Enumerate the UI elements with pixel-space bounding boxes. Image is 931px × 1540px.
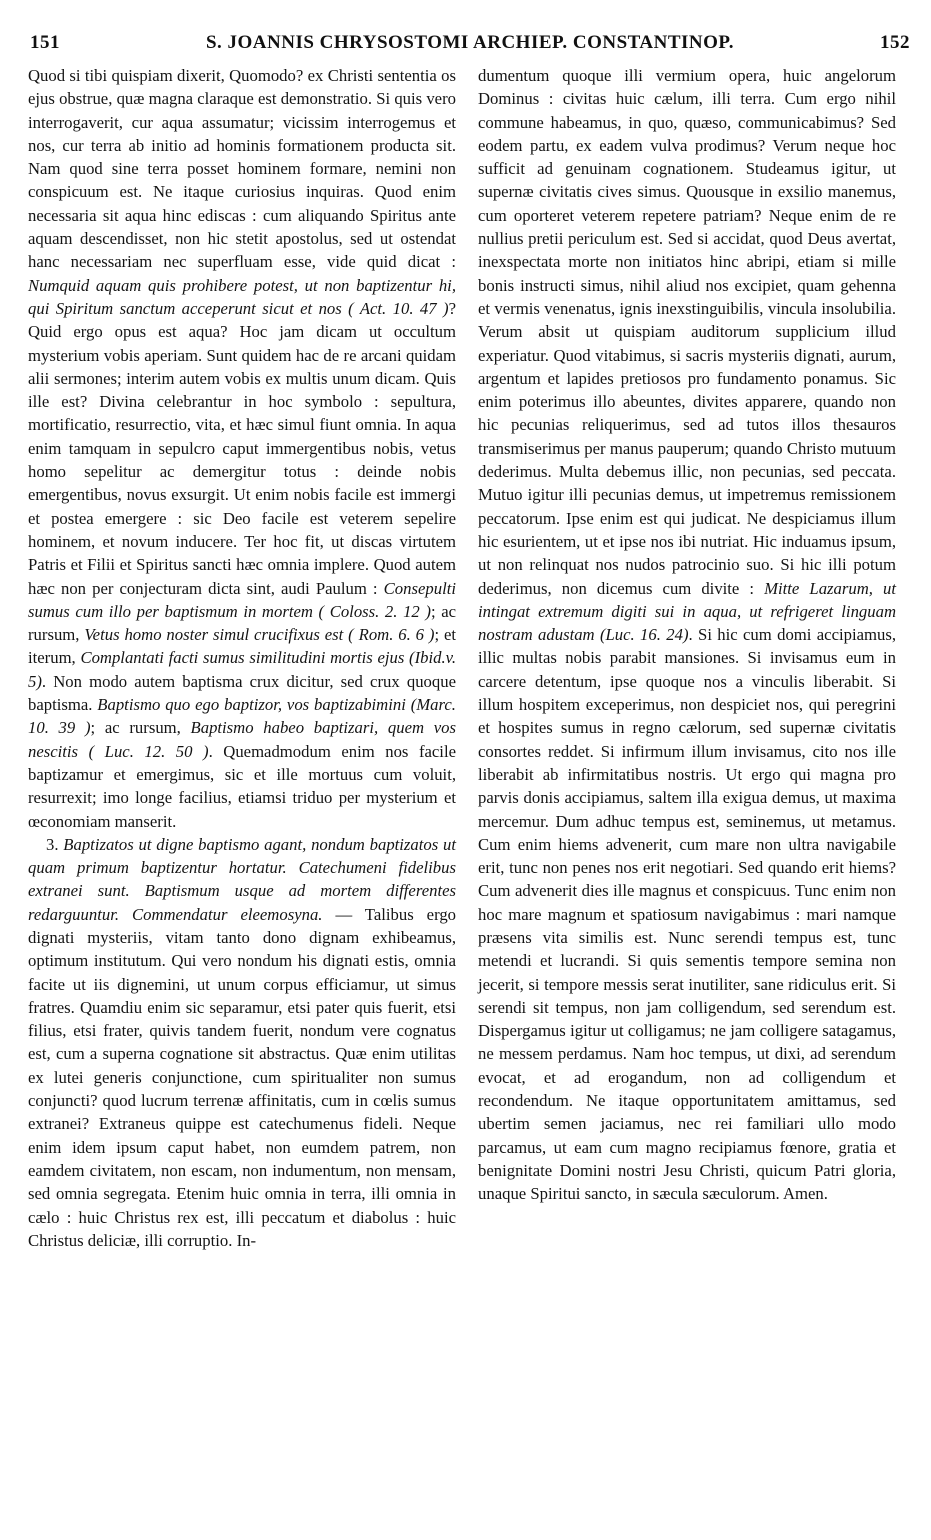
text-run: dumentum quoque illi vermium opera, huic angelorum Dominus : civitas huic cælum, illi terra. Cum ergo nihil commune habeamus, in quo, quæso, communicabimus? Sed eodem partu, ex eadem vulva prodimus? Verum neque hoc sufficit ad genuinam cognationem. Studeamus igitur, ut supernæ civitatis cives simus. Quousque in exsilio manemus, cum oporteret veterem repetere patriam? Neque enim de re nullius pretii periculum est. Sed si accidat, quod Deus avertat, inexspectata morte non initiatos hinc abripi, etiam si mille bonis instructi simus, nihil aliud nos excipiet, quam gehenna et vermis venenatus, ignis inexstinguibilis, vincula insolubilia. Verum absit ut quispiam auditorum supplicium illud experiatur. Quod vitabimus, si sacris mysteriis dignati, aurum, argentum et lapides pretiosos pro fundamento ponamus. Sic enim poterimus illo abeuntes, divites apparere, quando non hic pecunias reliquerimus, sed ad tutos illos thesauros transmiserimus per manus pauperum; quando Christo mutuum dederimus. Multa debemus illic, non pecunias, sed peccata. Mutuo igitur illi pecunias demus, ut impetremus remissionem peccatorum. Ipse enim est qui judicat. Ne despiciamus illum hic esurientem, ut et ipse nos ibi nutriat. Hic induamus ipsum, ut non relinquat nos nudos patrocinio suo. Si hic illi potum dederimus, non dicemus cum divite : bbox=[478, 66, 896, 598]
scripture-reference: (Ibid.v. 5) bbox=[28, 648, 456, 691]
scripture-quote: Baptismo habeo baptizari, quem vos nescitis bbox=[28, 718, 456, 761]
text-run: ; ac rursum, bbox=[90, 718, 191, 738]
scripture-reference: ( Coloss. 2. 12 ) bbox=[312, 601, 431, 621]
scripture-reference: ( Act. 10. 47 ) bbox=[341, 298, 449, 318]
running-title: S. JOANNIS CHRYSOSTOMI ARCHIEP. CONSTANTINOP. bbox=[205, 32, 735, 53]
scripture-quote: Complantati facti sumus similitudini mortis ejus bbox=[80, 648, 405, 668]
running-header bbox=[30, 28, 910, 58]
text-run: — Talibus ergo dignati mysteriis, vitam tanto dono dignam exhibeamus, optimum institutum. Qui vero nondum his dignati estis, omnia facite ut iis dignemini, ut unum corpus efficiamur, ut simus fratres. Quamdiu enim sic separamur, etsi pater quis fuerit, etsi filius, etsi frater, quivis tandem fuerit, nondum vere cognatus est, cum a superna cognatione sit abstractus. Quæ enim utilitas ex lutei generis conjunctione, cum spiritualiter non sumus conjuncti? quod lucrum terrenæ affinitatis, cum in cœlis sumus extranei? Extraneus quippe est catechumenus fideli. Neque enim idem ipsum caput habet, non eumdem patrem, non eamdem civitatem, non escam, non indumentum, non mensam, sed omnia segregata. Etenim huic omnia in terra, illi omnia in cælo : huic Christus rex est, illi peccatum et diabolus : huic Christus deliciæ, illi corruptio. In- bbox=[28, 904, 457, 1250]
text-run: . Quemadmodum enim nos facile baptizamur et emergimus, sic et ille mortuus cum voluit, resurrexit; imo longe facilius, etiamsi triduo per mysterium et œconomiam manserit. bbox=[28, 741, 456, 831]
right-column bbox=[478, 64, 896, 1454]
section-summary: Baptizatos ut digne baptismo agant, nondum baptizatos ut quam primum baptizentur hortatur. Catechumeni fidelibus extranei sunt. Baptismum usque ad mortem differentes redarguuntur. Commendatur eleemosyna. bbox=[28, 834, 457, 924]
scripture-quote: Vetus homo noster simul crucifixus est bbox=[84, 625, 344, 645]
scripture-reference: (Luc. 16. 24) bbox=[594, 625, 689, 645]
text-run: . Si hic cum domi accipiamus, illic multas nobis parabit mansiones. Si invisamus eum in carcere detentum, ipse quoque nos a vinculis liberabit. Si illum hospitem exceperimus, non despiciet nos, qui peregrini et hospites sumus in regno cælorum, sed supernæ civitatis consortes reddet. Si infirmum illum invisamus, cito nos ille liberabit ab infirmitatibus nostris. Ut ergo qui magna pro parvis donis accipiamus, saltem illa exigua demus, ut maxima mercemur. Dum adhuc tempus est, seminemus, ut metamus. Cum enim hiems advenerit, cum mare non ultra navigabile erit, tunc non penes nos erit negotiari. Sed quando erit hiems? Cum advenerit dies ille magnus et conspicuus. Tunc enim non hoc mare magnum et spatiosum navigabimus : mari namque præsens vita similis est. Nunc serendi tempus est, tunc metendi et lucrandi. Si quis sementis tempore semina non jecerit, si tempore messis serat inutiliter, sane ridiculus erit. Si serendi sit tempus, non jam colligendum, sed serendum est. Dispergamus igitur ut colligamus; ne jam colligere satagamus, ne messem perdamus. Nam hoc tempus, ut dixi, ad serendum evocat, et ad erogandum, non ad colligendum et recondendum. Ne itaque opportunitatem amittamus, sed ubertim semen jaciamus, nec rei familiari ullo modo parcamus, ut eam cum magno recipiamus fœnore, gratia et benignitate Domini nostri Jesu Christi, quicum Patri gloria, unaque Spiritui sancto, in sæcula sæculorum. Amen. bbox=[478, 625, 896, 1204]
section-number: 3. bbox=[46, 834, 64, 854]
text-run: ; ac rursum, bbox=[28, 601, 457, 645]
page-number-right: 152 bbox=[880, 32, 910, 53]
text-run: ; et iterum, bbox=[28, 625, 457, 668]
text-run: ? Quid ergo opus est aqua? Hoc jam dicam ut occultum mysterium vobis aperiam. Sunt quidem hac de re arcani quidam alii sermones; interim autem vobis ex multis unum dicam. Quis ille est? Divina celebrantur in hoc symbolo : sepultura, mortificatio, resurrectio, vita, et hæc simul fiunt omnia. In aqua enim tamquam in sepulcro caput immergentibus nobis, vetus homo sepelitur ac demergitur totus : deinde nobis emergentibus, novus exsurgit. Ut enim nobis facile est immergi et postea emergere : sic Deo facile est veterem sepelire hominem, et novum inducere. Ter hoc fit, ut discas virtutem Patris et Filii et Spiritus sancti hæc omnia implere. Quod autem hæc non per conjecturam dicta sint, audi Paulum : bbox=[28, 298, 456, 598]
scripture-quote: Consepulti sumus cum illo per baptismum in mortem bbox=[28, 578, 456, 621]
paragraph-2 bbox=[28, 833, 456, 1252]
scripture-reference: ( Luc. 12. 50 ) bbox=[78, 741, 209, 761]
text-run: . Non modo autem baptisma crux dicitur, sed crux quoque baptisma. bbox=[28, 671, 456, 715]
page-number-left: 151 bbox=[30, 32, 60, 53]
scripture-quote: Numquid aquam quis prohibere potest, ut non baptizentur hi, qui Spiritum sanctum acceperunt sicut et nos bbox=[28, 275, 456, 318]
paragraph-1 bbox=[28, 64, 456, 833]
scripture-quote: Mitte Lazarum, ut intingat extremum digiti sui in aqua, ut refrigeret linguam nostram adustam bbox=[478, 578, 896, 645]
left-column bbox=[28, 64, 456, 1454]
scripture-quote: Baptismo quo ego baptizor, vos baptizabimini bbox=[97, 695, 406, 715]
paragraph-continued bbox=[478, 64, 896, 1206]
text-run: Quod si tibi quispiam dixerit, Quomodo? ex Christi sententia os ejus obstrue, quæ magna claraque est demonstratio. Si quis vero interrogaverit, cur aqua assumatur; vicissim interrogemus et nos, cur terra ab initio ad hominis formationem producta sit. Nam quod sine terra posset hominem formare, nemini non conspicuum est. Ne itaque curiosius inquiras. Quod enim necessaria sit aqua hinc ediscas : cum aliquando Spiritus ante aquam descendisset, non hic stetit apostolus, sed ut ostendat hanc necessariam nec superfluam esse, vide quid dicat : bbox=[28, 66, 456, 272]
scripture-reference: (Marc. 10. 39 ) bbox=[28, 695, 456, 738]
scripture-reference: ( Rom. 6. 6 ) bbox=[343, 625, 435, 645]
